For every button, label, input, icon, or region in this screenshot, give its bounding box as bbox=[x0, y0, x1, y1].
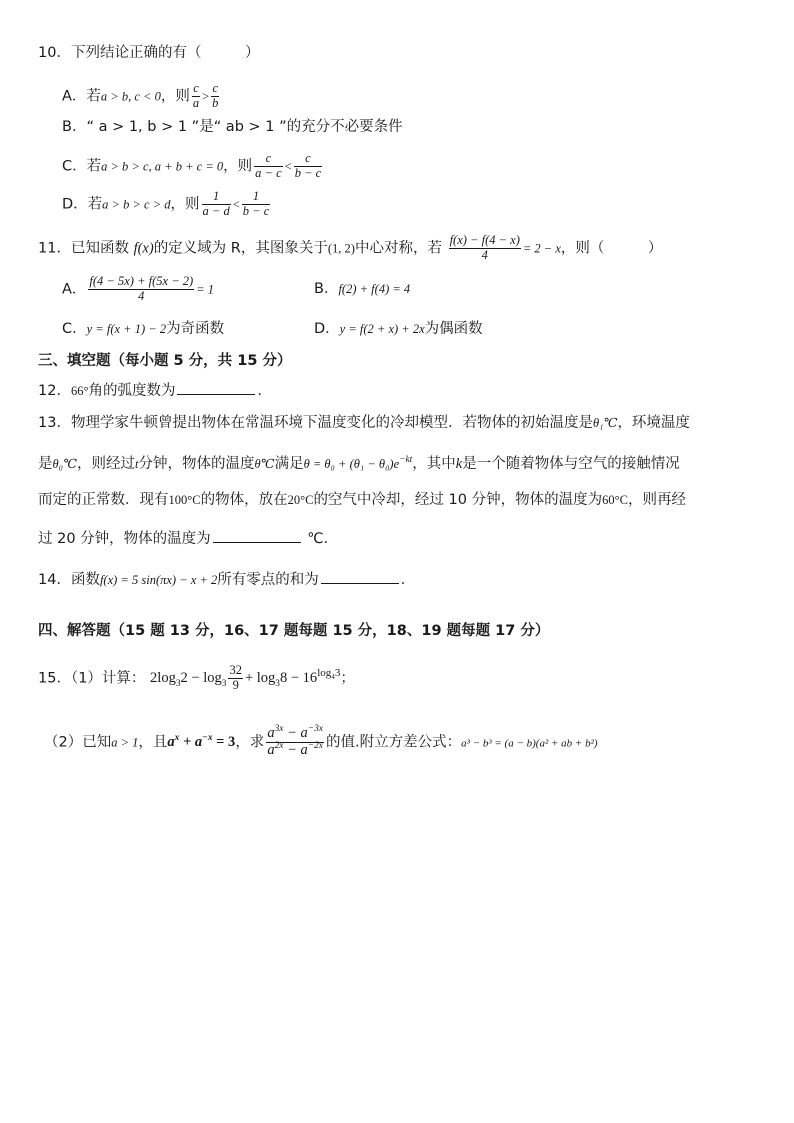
q13-line-1: 13．物理学家牛顿曾提出物体在常温环境下温度变化的冷却模型．若物体的初始温度是θ₁℃，环境温度 bbox=[38, 415, 690, 431]
fraction: $\frac{c}{a - c}$ bbox=[255, 151, 282, 180]
fraction: $\frac{c}{b - c}$ bbox=[294, 151, 322, 180]
q10-option-c[interactable]: C．若a > b > c, a + b + c = 0，则 $\frac{c}{a - c}$ < $\frac{c}{b - c}$ bbox=[62, 151, 322, 180]
q12: 12．66°角的弧度数为 ． bbox=[38, 383, 272, 399]
q11-option-d[interactable]: D．y = f(2 + x) + 2x为偶函数 bbox=[314, 321, 483, 337]
q15-part-2: （2）已知a > 1，且$a^x + a^{-x} = 3$，求 $\frac{a^{3x} - a^{-3x}}{a^{2x} - a^{-2x}}$ 的值.附立方差公式：a³ − b³ = (a − b)(a² + ab + b²) bbox=[44, 724, 598, 758]
fraction: $\frac{c}{a}$ bbox=[192, 81, 200, 110]
q14: 14．函数f(x) = 5 sin(πx) − x + 2所有零点的和为 ． bbox=[38, 572, 416, 588]
fraction: $\frac{a^{3x} - a^{-3x}}{a^{2x} - a^{-2x}}$ bbox=[267, 724, 323, 758]
answer-blank[interactable] bbox=[321, 571, 399, 584]
q11-option-a[interactable]: A． $\frac{f(4 - 5x) + f(5x - 2)}{4}$ = 1 bbox=[62, 274, 214, 303]
q10-stem: 10．下列结论正确的有（ ） bbox=[38, 45, 260, 61]
q13-line-2: 是θ₀℃，则经过t分钟，物体的温度θ℃满足$\theta = \theta_0 + (\theta_1 - \theta_0)e^{-kt}$，其中k是一个随着物体与空气的接触情况 bbox=[38, 455, 680, 472]
fraction: $\frac{c}{b}$ bbox=[212, 81, 219, 110]
q10-option-b[interactable]: B．“ a > 1, b > 1 ”是“ ab > 1 ”的充分不必要条件 bbox=[62, 119, 403, 135]
q13-line-3: 而定的正常数．现有100°C的物体，放在20°C的空气中冷却，经过 10 分钟，物体的温度为60°C，则再经 bbox=[38, 492, 686, 508]
q11-option-b[interactable]: B．f(2) + f(4) = 4 bbox=[314, 281, 411, 297]
answer-blank[interactable] bbox=[177, 382, 255, 395]
fraction: $\frac{1}{a - d}$ bbox=[202, 189, 230, 218]
fraction: $\frac{f(x) - f(4 - x)}{4}$ bbox=[449, 233, 520, 262]
q11-option-c[interactable]: C．y = f(x + 1) − 2为奇函数 bbox=[62, 321, 225, 337]
q10-option-d[interactable]: D．若a > b > c > d，则 $\frac{1}{a - d}$ < $\frac{1}{b - c}$ bbox=[62, 189, 270, 218]
q13-line-4: 过 20 分钟，物体的温度为 ℃． bbox=[38, 531, 339, 547]
q15-part-1: 15．（1）计算： $2\log_32 - \log_3$ $\frac{32}{9}$ + $\log_38 - 16^{log_43}$； bbox=[38, 663, 355, 692]
fraction: $\frac{1}{b - c}$ bbox=[242, 189, 270, 218]
q10-option-a[interactable]: A．若a > b, c < 0，则 $\frac{c}{a}$ > $\frac{c}{b}$ bbox=[62, 81, 219, 110]
section-3-title: 三、填空题（每小题 5 分，共 15 分） bbox=[38, 353, 292, 369]
answer-blank[interactable] bbox=[213, 530, 301, 543]
section-4-title: 四、解答题（15 题 13 分，16、17 题每题 15 分，18、19 题每题 17 分） bbox=[38, 623, 550, 639]
fraction: $\frac{f(4 - 5x) + f(5x - 2)}{4}$ bbox=[89, 274, 194, 303]
q11-stem: 11．已知函数 f(x)的定义域为 R，其图象关于(1, 2)中心对称，若 $\frac{f(x) - f(4 - x)}{4}$ = 2 − x，则（ ） bbox=[38, 233, 663, 262]
fraction: $\frac{32}{9}$ bbox=[229, 663, 242, 692]
